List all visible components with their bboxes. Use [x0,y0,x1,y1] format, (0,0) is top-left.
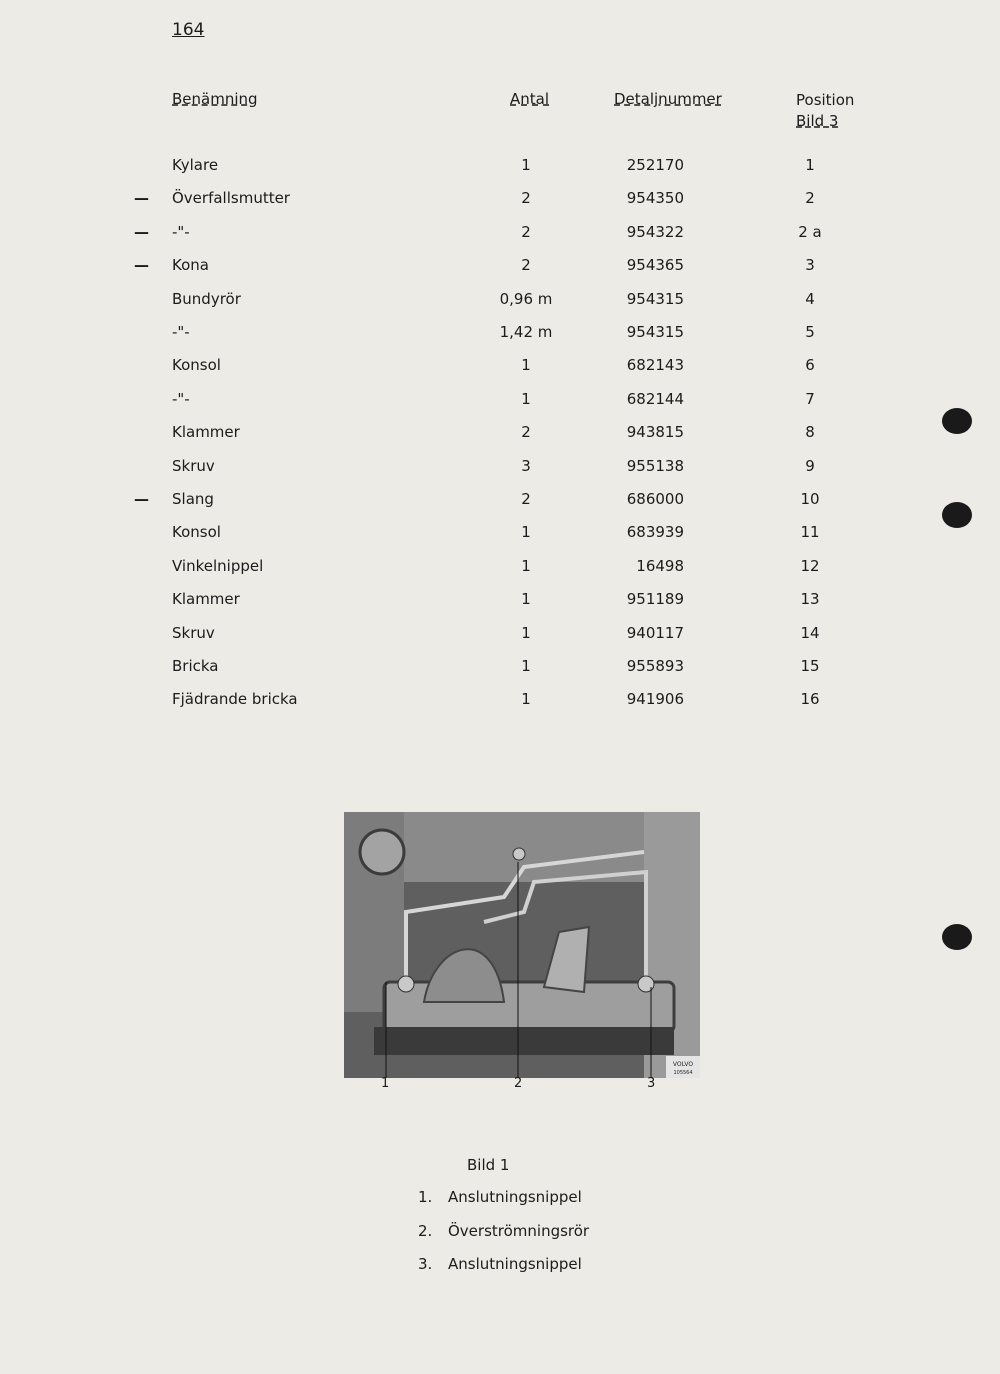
part-number: 954365 [626,256,684,274]
table-row [0,690,1000,720]
part-position: 12 [800,557,820,575]
part-number: 941906 [626,690,684,708]
part-number: 954322 [626,223,684,241]
part-number: 686000 [626,490,684,508]
part-name: Konsol [172,523,221,541]
change-marker: — [134,256,149,274]
callout-1: 1 [381,1076,390,1091]
legend-num: 1. [418,1188,433,1206]
part-quantity: 2 [521,490,531,508]
part-position: 2 a [798,223,822,241]
change-marker: — [134,490,149,508]
part-quantity: 2 [521,189,531,207]
part-name: Överfallsmutter [172,189,290,207]
part-position: 6 [805,356,815,374]
header-benamning: Benämning [172,90,258,108]
part-quantity: 1 [521,156,531,174]
legend-num: 2. [418,1222,433,1240]
header-position [796,90,854,132]
part-position: 15 [800,657,820,675]
table-row [0,356,1000,386]
table-row [0,523,1000,553]
part-quantity: 2 [521,423,531,441]
part-name: Bundyrör [172,290,241,308]
punch-hole [942,924,972,950]
part-name: -"- [172,323,190,341]
part-name: Skruv [172,624,215,642]
legend-text: Överströmningsrör [448,1222,590,1240]
part-position: 3 [805,256,815,274]
transmission-photo [344,812,700,1078]
table-row [0,290,1000,320]
table-row [0,156,1000,186]
part-position: 8 [805,423,815,441]
part-position: 16 [800,690,820,708]
part-quantity: 1 [521,557,531,575]
change-marker: — [134,223,149,241]
table-row [0,657,1000,687]
part-quantity: 1 [521,356,531,374]
table-row [0,256,1000,286]
part-name: Kylare [172,156,219,174]
part-name: Vinkelnippel [172,557,264,575]
part-position: 1 [805,156,815,174]
part-position: 13 [800,590,820,608]
callout-3: 3 [647,1076,656,1091]
part-position: 2 [805,189,815,207]
part-name: Klammer [172,423,240,441]
part-name: Skruv [172,457,215,475]
header-detaljnummer: Detaljnummer [614,90,722,108]
photo-stamp-number: 105564 [673,1070,693,1076]
part-position: 4 [805,290,815,308]
part-name: Klammer [172,590,240,608]
part-quantity: 1 [521,624,531,642]
part-quantity: 1 [521,657,531,675]
part-name: Konsol [172,356,221,374]
part-name: Slang [172,490,214,508]
page-number: 164 [172,20,205,40]
punch-hole [942,408,972,434]
part-position: 9 [805,457,815,475]
part-number: 955893 [626,657,684,675]
part-number: 252170 [626,156,684,174]
photo-stamp-brand: VOLVO [672,1061,694,1068]
punch-hole [942,502,972,528]
part-name: Kona [172,256,209,274]
part-number: 954315 [626,290,684,308]
part-name: Bricka [172,657,219,675]
part-name: -"- [172,223,190,241]
part-number: 951189 [626,590,684,608]
part-number: 682144 [626,390,684,408]
part-quantity: 1 [521,523,531,541]
table-row [0,557,1000,587]
table-row [0,223,1000,253]
part-position: 7 [805,390,815,408]
header-position-bild: Bild 3 [796,112,839,130]
legend-text: Anslutningsnippel [448,1255,582,1273]
part-quantity: 1,42 m [499,323,553,341]
part-number: 16498 [636,557,684,575]
part-quantity: 3 [521,457,531,475]
transmission-photo-drawing [344,812,700,1078]
part-number: 954315 [626,323,684,341]
legend-num: 3. [418,1255,433,1273]
header-antal: Antal [510,90,550,108]
part-quantity: 2 [521,256,531,274]
part-number: 943815 [626,423,684,441]
part-name: -"- [172,390,190,408]
legend-item-1 [418,1188,582,1206]
part-number: 954350 [626,189,684,207]
table-row [0,590,1000,620]
part-quantity: 0,96 m [499,290,553,308]
table-row [0,189,1000,219]
header-position-label: Position [796,91,855,109]
part-position: 5 [805,323,815,341]
part-quantity: 1 [521,390,531,408]
part-number: 955138 [626,457,684,475]
callout-2: 2 [514,1076,523,1091]
part-number: 683939 [626,523,684,541]
table-row [0,390,1000,420]
part-position: 10 [800,490,820,508]
part-number: 940117 [626,624,684,642]
part-quantity: 1 [521,590,531,608]
part-number: 682143 [626,356,684,374]
change-marker: — [134,189,149,207]
part-quantity: 2 [521,223,531,241]
legend-text: Anslutningsnippel [448,1188,582,1206]
part-quantity: 1 [521,690,531,708]
table-row [0,490,1000,520]
table-row [0,624,1000,654]
table-row [0,457,1000,487]
legend-item-3 [418,1255,582,1273]
legend-item-2 [418,1222,589,1240]
figure-caption-title: Bild 1 [467,1156,510,1174]
part-name: Fjädrande bricka [172,690,298,708]
table-row [0,323,1000,353]
part-position: 11 [800,523,820,541]
table-row [0,423,1000,453]
part-position: 14 [800,624,820,642]
